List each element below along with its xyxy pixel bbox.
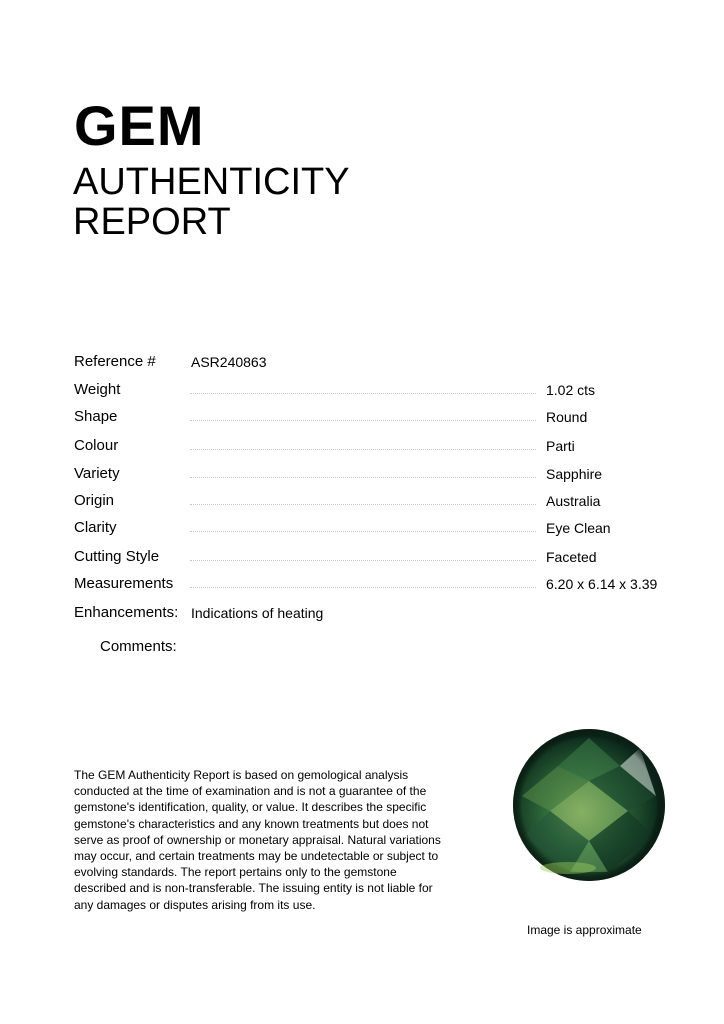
- enhancements-row: [74, 604, 674, 624]
- detail-value: 6.20 x 6.14 x 3.39: [546, 576, 658, 592]
- detail-value: Parti: [546, 438, 575, 454]
- leader-dots: [190, 393, 536, 394]
- leader-dots: [190, 504, 536, 505]
- report-title-brand: GEM: [74, 94, 205, 157]
- detail-value: Australia: [546, 493, 601, 509]
- detail-label: Colour: [74, 437, 119, 454]
- detail-value: 1.02 cts: [546, 382, 596, 398]
- reference-value: ASR240863: [191, 354, 267, 370]
- detail-label: Shape: [74, 408, 118, 425]
- round-green-sapphire-icon: [510, 726, 668, 884]
- disclaimer-text: The GEM Authenticity Report is based on gemological analysis conducted at the time of examination and is not a guarantee of the gemstone's identification, quality, or value. It describes the specific gemstone's characteristics and any known treatments but does not serve as proof of ownership or monetary appraisal. Natural variations may occur, and certain treatments may be undetectable or subject to evolving standards. The report pertains only to the gemstone described and is non-transferable. The issuing entity is not liable for any damages or disputes arising from its use.: [74, 768, 441, 912]
- leader-dots: [190, 531, 536, 532]
- leader-dots: [190, 560, 536, 561]
- detail-label: Origin: [74, 492, 115, 509]
- detail-label: Measurements: [74, 575, 174, 592]
- report-title-line2: REPORT: [73, 201, 231, 243]
- enhancements-value: Indications of heating: [191, 605, 324, 621]
- reference-label: Reference #: [74, 353, 156, 370]
- detail-label: Weight: [74, 381, 121, 398]
- detail-value: Round: [546, 409, 588, 425]
- leader-dots: [190, 587, 536, 588]
- comments-label: Comments:: [100, 638, 177, 655]
- detail-value: Eye Clean: [546, 520, 611, 536]
- gemstone-image: [510, 726, 668, 884]
- detail-row-variety: [74, 465, 674, 485]
- detail-row-colour: [74, 437, 674, 457]
- detail-label: Clarity: [74, 519, 117, 536]
- detail-label: Cutting Style: [74, 548, 160, 565]
- enhancements-label: Enhancements:: [74, 604, 179, 621]
- detail-row-shape: [74, 408, 674, 428]
- leader-dots: [190, 477, 536, 478]
- detail-row-cutting-style: [74, 548, 674, 568]
- image-caption: Image is approximate: [527, 923, 642, 937]
- detail-row-weight: [74, 381, 674, 401]
- report-title-line1: AUTHENTICITY: [73, 161, 350, 203]
- detail-row-origin: [74, 492, 674, 512]
- detail-value: Sapphire: [546, 466, 603, 482]
- detail-value: Faceted: [546, 549, 597, 565]
- detail-label: Variety: [74, 465, 120, 482]
- leader-dots: [190, 449, 536, 450]
- reference-row: [74, 353, 674, 373]
- detail-row-clarity: [74, 519, 674, 539]
- leader-dots: [190, 420, 536, 421]
- detail-row-measurements: [74, 575, 674, 595]
